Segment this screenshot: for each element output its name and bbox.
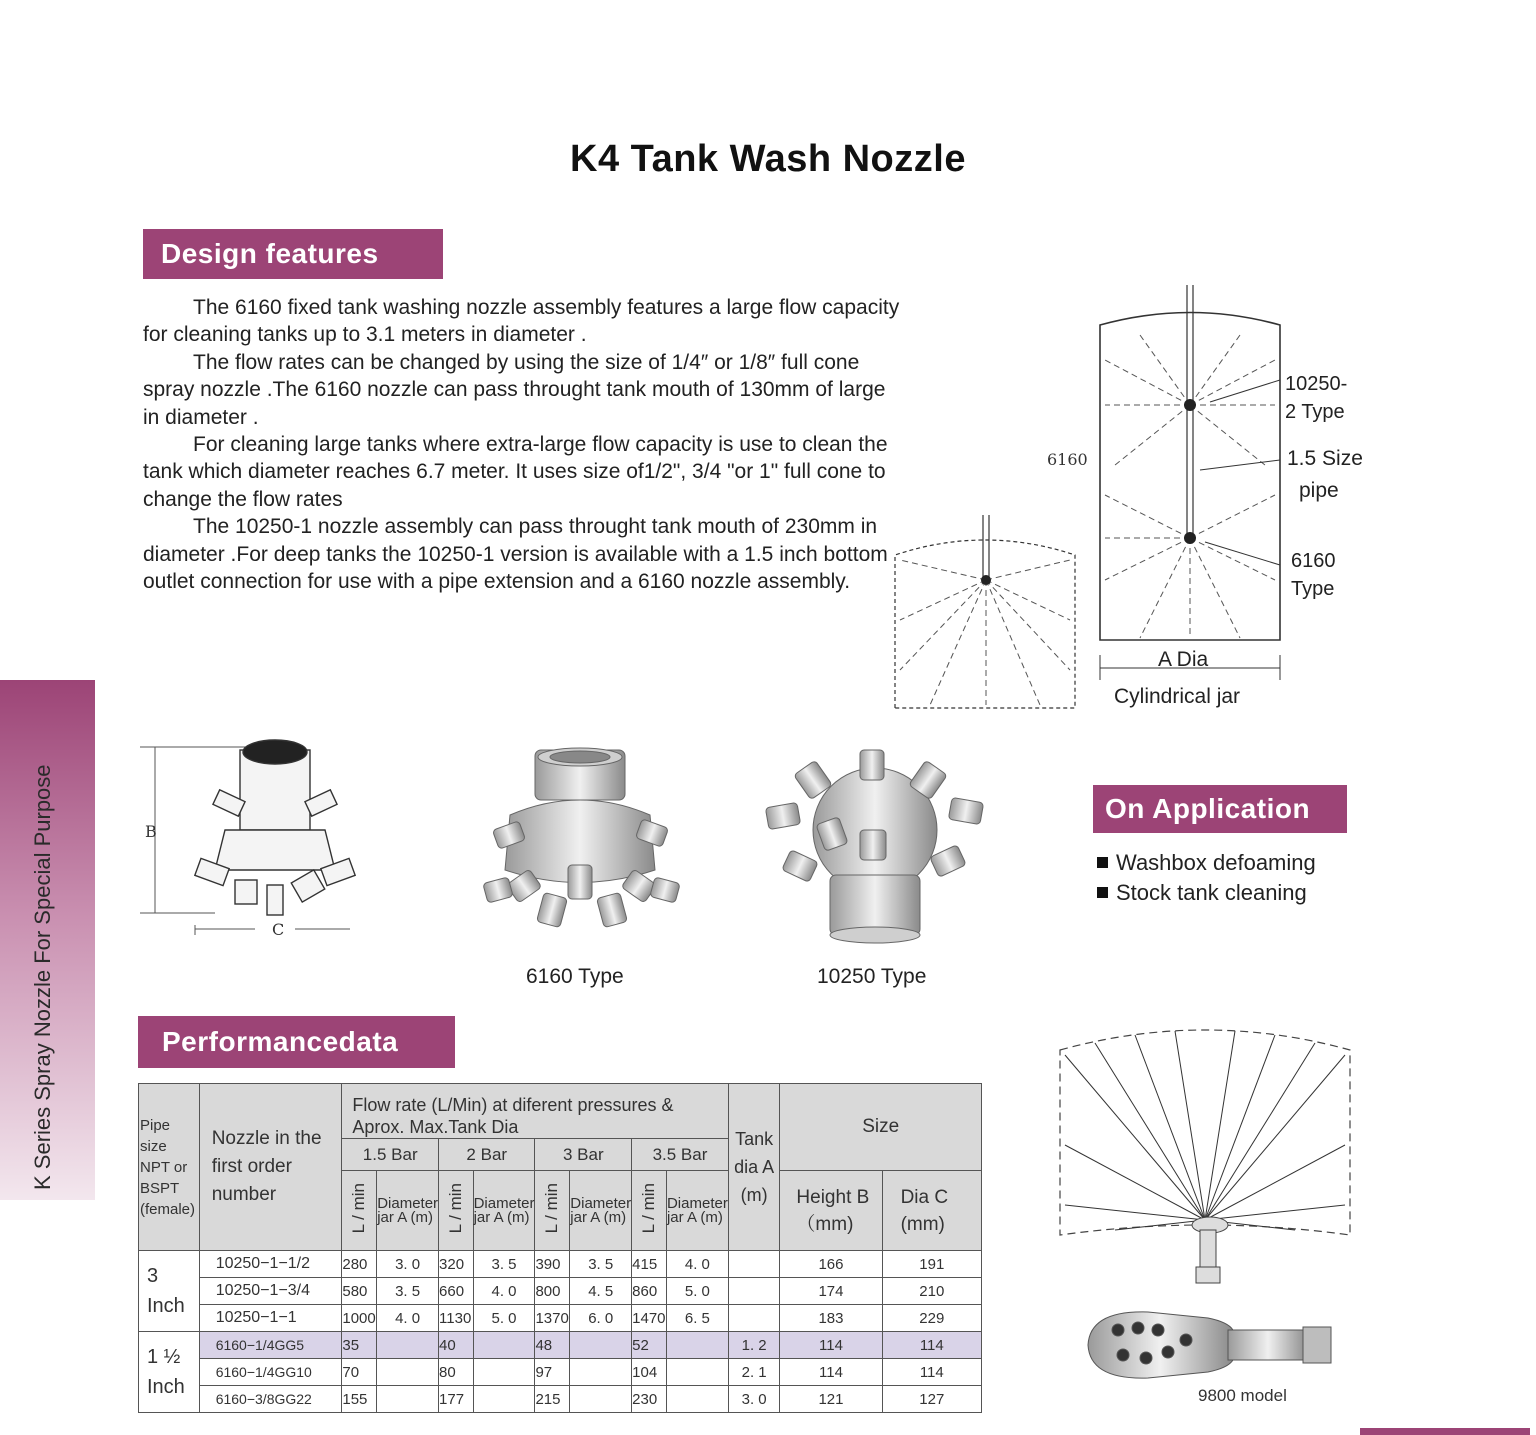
label-cylindrical-jar: Cylindrical jar <box>1114 685 1241 708</box>
diam-cell: 4. 0 <box>473 1278 535 1305</box>
flow-cell: 70 <box>342 1359 377 1386</box>
nozzle-cell: 6160−1/4GG10 <box>199 1359 342 1386</box>
flow-cell: 390 <box>535 1251 570 1278</box>
label-pipe-line1: 1.5 Size <box>1287 447 1363 470</box>
lmin-header: L / min <box>445 1183 465 1234</box>
flow-rate-header: Flow rate (L/Min) at diferent pressures & Aprox. Max.Tank Dia <box>342 1084 728 1139</box>
product-6160-image <box>480 745 690 945</box>
dia-cell: 127 <box>882 1386 981 1413</box>
diam-cell: 3. 5 <box>473 1251 535 1278</box>
tank-cell: 1. 2 <box>728 1332 780 1359</box>
nozzle-dimension-drawing <box>135 735 375 945</box>
diam-cell <box>473 1386 535 1413</box>
table-row <box>139 1359 982 1386</box>
nozzle-header: Nozzle in the first order number <box>199 1084 342 1251</box>
height-cell: 174 <box>780 1278 882 1305</box>
group-3-inch: 3 Inch <box>139 1251 200 1332</box>
diam-cell: 4. 0 <box>666 1251 728 1278</box>
nozzle-cell: 10250−1−1 <box>199 1305 342 1332</box>
paragraph: The 6160 fixed tank washing nozzle assembly features a large flow capacity for cleaning tanks up to 3.1 meters in diameter . <box>143 296 900 347</box>
diam-cell: 5. 0 <box>473 1305 535 1332</box>
diam-cell <box>473 1332 535 1359</box>
diameter-header: Diameter jar A (m) <box>666 1171 728 1251</box>
tank-cell <box>728 1251 780 1278</box>
page-title: K4 Tank Wash Nozzle <box>570 138 966 180</box>
flow-cell: 800 <box>535 1278 570 1305</box>
application-heading: On Application <box>1093 785 1347 833</box>
diam-cell: 6. 0 <box>570 1305 632 1332</box>
size-header: Size <box>780 1084 982 1171</box>
flow-cell: 1370 <box>535 1305 570 1332</box>
label-a-dia: A Dia <box>1158 648 1209 671</box>
diam-cell: 3. 5 <box>570 1251 632 1278</box>
lmin-header: L / min <box>639 1183 659 1234</box>
label-6160: 6160 <box>1047 450 1088 469</box>
table-row <box>139 1251 982 1278</box>
flow-cell: 230 <box>632 1386 667 1413</box>
dimension-b-label: B <box>145 822 157 841</box>
application-item: Stock tank cleaning <box>1097 880 1307 906</box>
table-row <box>139 1305 982 1332</box>
nozzle-cell: 6160−1/4GG5 <box>199 1332 342 1359</box>
dia-cell: 229 <box>882 1305 981 1332</box>
diam-cell <box>666 1386 728 1413</box>
flow-cell: 1000 <box>342 1305 377 1332</box>
diam-cell: 3. 0 <box>377 1251 439 1278</box>
table-header-row <box>139 1084 982 1139</box>
accent-bar <box>1360 1428 1530 1435</box>
flow-cell: 177 <box>439 1386 474 1413</box>
nozzle-cell: 10250−1−3/4 <box>199 1278 342 1305</box>
flow-cell: 320 <box>439 1251 474 1278</box>
height-cell: 183 <box>780 1305 882 1332</box>
product-10250-caption: 10250 Type <box>817 965 927 988</box>
flow-cell: 97 <box>535 1359 570 1386</box>
product-6160-caption: 6160 Type <box>526 965 624 988</box>
label-10250-line2: 2 Type <box>1285 401 1345 423</box>
flow-cell: 860 <box>632 1278 667 1305</box>
label-6160type-line1: 6160 <box>1291 550 1336 572</box>
nozzle-cell: 6160−3/8GG22 <box>199 1386 342 1413</box>
diam-cell <box>666 1359 728 1386</box>
height-cell: 121 <box>780 1386 882 1413</box>
diam-cell <box>377 1359 439 1386</box>
label-10250-line1: 10250- <box>1285 373 1348 395</box>
design-features-heading: Design features <box>143 229 443 279</box>
flow-cell: 660 <box>439 1278 474 1305</box>
tank-cell <box>728 1278 780 1305</box>
tank-cell: 2. 1 <box>728 1359 780 1386</box>
height-header: Height B（mm) <box>780 1171 882 1251</box>
group-1-half-inch: 1 ½ Inch <box>139 1332 200 1413</box>
flow-cell: 104 <box>632 1359 667 1386</box>
pipe-size-header: Pipe size NPT or BSPT (female) <box>139 1084 200 1251</box>
nozzle-cell: 10250−1−1/2 <box>199 1251 342 1278</box>
flow-cell: 280 <box>342 1251 377 1278</box>
tank-cell: 3. 0 <box>728 1386 780 1413</box>
paragraph: The 10250-1 nozzle assembly can pass throught tank mouth of 230mm in diameter .For deep tanks the 10250-1 version is available with a 1.5 inch bottom outlet connection for use with a pipe extension and a 6160 nozzle assembly. <box>143 515 888 594</box>
diam-cell: 6. 5 <box>666 1305 728 1332</box>
flow-cell: 52 <box>632 1332 667 1359</box>
diameter-header: Diameter jar A (m) <box>473 1171 535 1251</box>
diam-cell <box>570 1386 632 1413</box>
dia-cell: 114 <box>882 1359 981 1386</box>
product-10250-image <box>765 745 985 945</box>
table-row <box>139 1332 982 1359</box>
lmin-header: L / min <box>349 1183 369 1234</box>
height-cell: 114 <box>780 1332 882 1359</box>
pressure-header: 3.5 Bar <box>632 1139 729 1171</box>
flow-cell: 215 <box>535 1386 570 1413</box>
diameter-header: Diameter jar A (m) <box>570 1171 632 1251</box>
pressure-header: 1.5 Bar <box>342 1139 439 1171</box>
diam-cell <box>377 1332 439 1359</box>
design-features-text <box>143 294 903 595</box>
performance-heading: Performancedata <box>138 1016 455 1068</box>
performance-table <box>138 1083 982 1413</box>
flow-cell: 580 <box>342 1278 377 1305</box>
dimension-c-label: C <box>272 920 285 939</box>
tank-cell <box>728 1305 780 1332</box>
dia-cell: 114 <box>882 1332 981 1359</box>
flow-cell: 80 <box>439 1359 474 1386</box>
paragraph: For cleaning large tanks where extra-large flow capacity is use to clean the tank which diameter reaches 6.7 meter. It uses size of1/2", 3/4 "or 1" full cone to change the flow rates <box>143 433 888 511</box>
dia-header: Dia C (mm) <box>882 1171 981 1251</box>
pressure-header: 3 Bar <box>535 1139 632 1171</box>
diam-cell <box>377 1386 439 1413</box>
application-item: Washbox defoaming <box>1097 850 1316 876</box>
diam-cell <box>666 1332 728 1359</box>
dia-cell: 210 <box>882 1278 981 1305</box>
product-9800-image <box>1078 1300 1338 1385</box>
side-tab-label: K Series Spray Nozzle For Special Purpose <box>30 764 55 1190</box>
table-row <box>139 1386 982 1413</box>
bullet-icon <box>1097 857 1108 868</box>
diam-cell <box>570 1359 632 1386</box>
flow-cell: 1470 <box>632 1305 667 1332</box>
flow-cell: 48 <box>535 1332 570 1359</box>
flow-cell: 1130 <box>439 1305 474 1332</box>
flow-cell: 40 <box>439 1332 474 1359</box>
tank-dia-header: Tank dia A (m) <box>728 1084 780 1251</box>
diam-cell: 5. 0 <box>666 1278 728 1305</box>
product-9800-caption: 9800 model <box>1198 1386 1287 1405</box>
flow-cell: 155 <box>342 1386 377 1413</box>
spray-9800-diagram <box>1055 1025 1355 1295</box>
diam-cell: 4. 5 <box>570 1278 632 1305</box>
diameter-header: Diameter jar A (m) <box>377 1171 439 1251</box>
label-6160type-line2: Type <box>1291 578 1335 600</box>
label-pipe-line2: pipe <box>1299 479 1339 502</box>
lmin-header: L / min <box>542 1183 562 1234</box>
paragraph: The flow rates can be changed by using the size of 1/4″ or 1/8″ full cone spray nozzle .The 6160 nozzle can pass throught tank mouth of 130mm of large in diameter . <box>143 350 886 429</box>
diam-cell <box>473 1359 535 1386</box>
bullet-icon <box>1097 887 1108 898</box>
diam-cell <box>570 1332 632 1359</box>
flow-cell: 35 <box>342 1332 377 1359</box>
pressure-header: 2 Bar <box>439 1139 535 1171</box>
height-cell: 114 <box>780 1359 882 1386</box>
table-row <box>139 1278 982 1305</box>
diam-cell: 4. 0 <box>377 1305 439 1332</box>
height-cell: 166 <box>780 1251 882 1278</box>
dia-cell: 191 <box>882 1251 981 1278</box>
flow-cell: 415 <box>632 1251 667 1278</box>
diam-cell: 3. 5 <box>377 1278 439 1305</box>
